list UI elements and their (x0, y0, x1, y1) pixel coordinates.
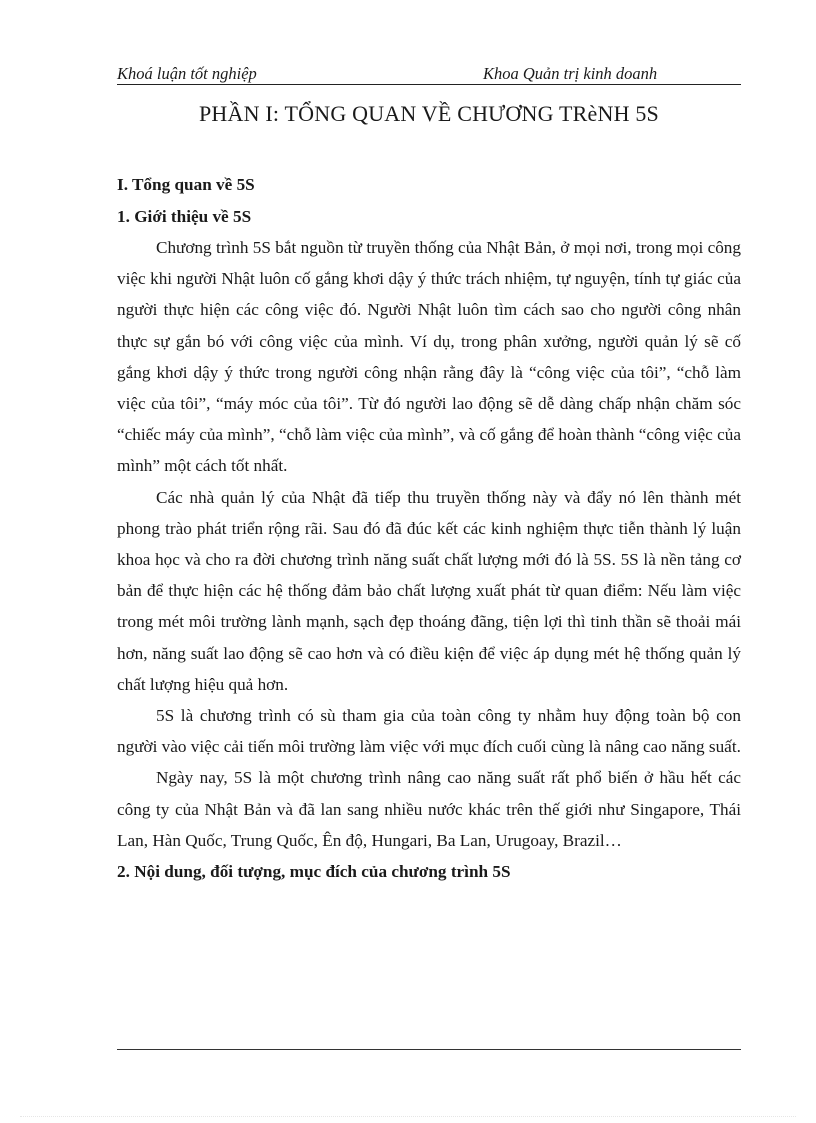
footer-rule (117, 1049, 741, 1050)
page-header (117, 62, 741, 85)
next-subsection-heading: 2. Nội dung, đối tượng, mục đích của chương trình 5S (117, 862, 511, 882)
chapter-title: PHẦN I: TỔNG QUAN VỀ CHƯƠNG TRèNH 5S (198, 101, 659, 126)
paragraph-3: 5S là chương trình có sù tham gia của toàn công ty nhằm huy động toàn bộ con người vào việc cải tiến môi trường làm việc với mục đích cuối cùng là nâng cao năng suất. (117, 706, 741, 757)
subsection-heading: 1. Giới thiệu về 5S (117, 206, 252, 226)
section-heading: I. Tổng quan về 5S (117, 175, 255, 194)
paragraph-2: Các nhà quản lý của Nhật đã tiếp thu truyền thống này và đẩy nó lên thành mét phong trào phát triển rộng rãi. Sau đó đã đúc kết các kinh nghiệm thực tiễn thành lý luận khoa học và cho ra đời chương trình năng suất chất lượng mới đó là 5S. 5S là nền tảng cơ bản để thực hiện các hệ thống đảm bảo chất lượng xuất phát từ quan điểm: Nếu làm việc trong mét môi trường lành mạnh, sạch đẹp thoáng đãng, tiện lợi thì tinh thần sẽ thoải mái hơn, năng suất lao động sẽ cao hơn và có điều kiện để việc áp dụng mét hệ thống quản lý chất lượng hiệu quả hơn. (117, 487, 741, 694)
paragraph-1: Chương trình 5S bắt nguồn từ truyền thống của Nhật Bản, ở mọi nơi, trong mọi công việc khi người Nhật luôn cố gắng khơi dậy ý thức trách nhiệm, tự nguyện, tính tự giác của người thực hiện các công việc đó. Người Nhật luôn tìm cách sao cho người công nhân thực sự gắn bó với công việc của mình. Ví dụ, trong phân xưởng, người quản lý sẽ cố gắng khơi dậy ý thức trong người công nhận rằng đây là “công việc của tôi”, “chỗ làm việc của tôi”, “máy móc của tôi”. Từ đó người lao động sẽ dễ dàng chấp nhận chăm sóc “chiếc máy của mình”, “chỗ làm việc của mình”, và cố gắng để hoàn thành “công việc của mình” một cách tốt nhất. (117, 238, 741, 476)
paragraph-4: Ngày nay, 5S là một chương trình nâng cao năng suất rất phổ biến ở hầu hết các công ty của Nhật Bản và đã lan sang nhiều nước khác trên thế giới như Singapore, Thái Lan, Hàn Quốc, Trung Quốc, Ên độ, Hungari, Ba Lan, Urugoay, Brazil… (117, 768, 741, 850)
header-left-text: Khoá luận tốt nghiệp (117, 64, 257, 83)
page-bottom-dotted-line (20, 1116, 796, 1117)
header-right-text: Khoa Quản trị kinh doanh (483, 64, 658, 83)
document-body (117, 169, 741, 888)
